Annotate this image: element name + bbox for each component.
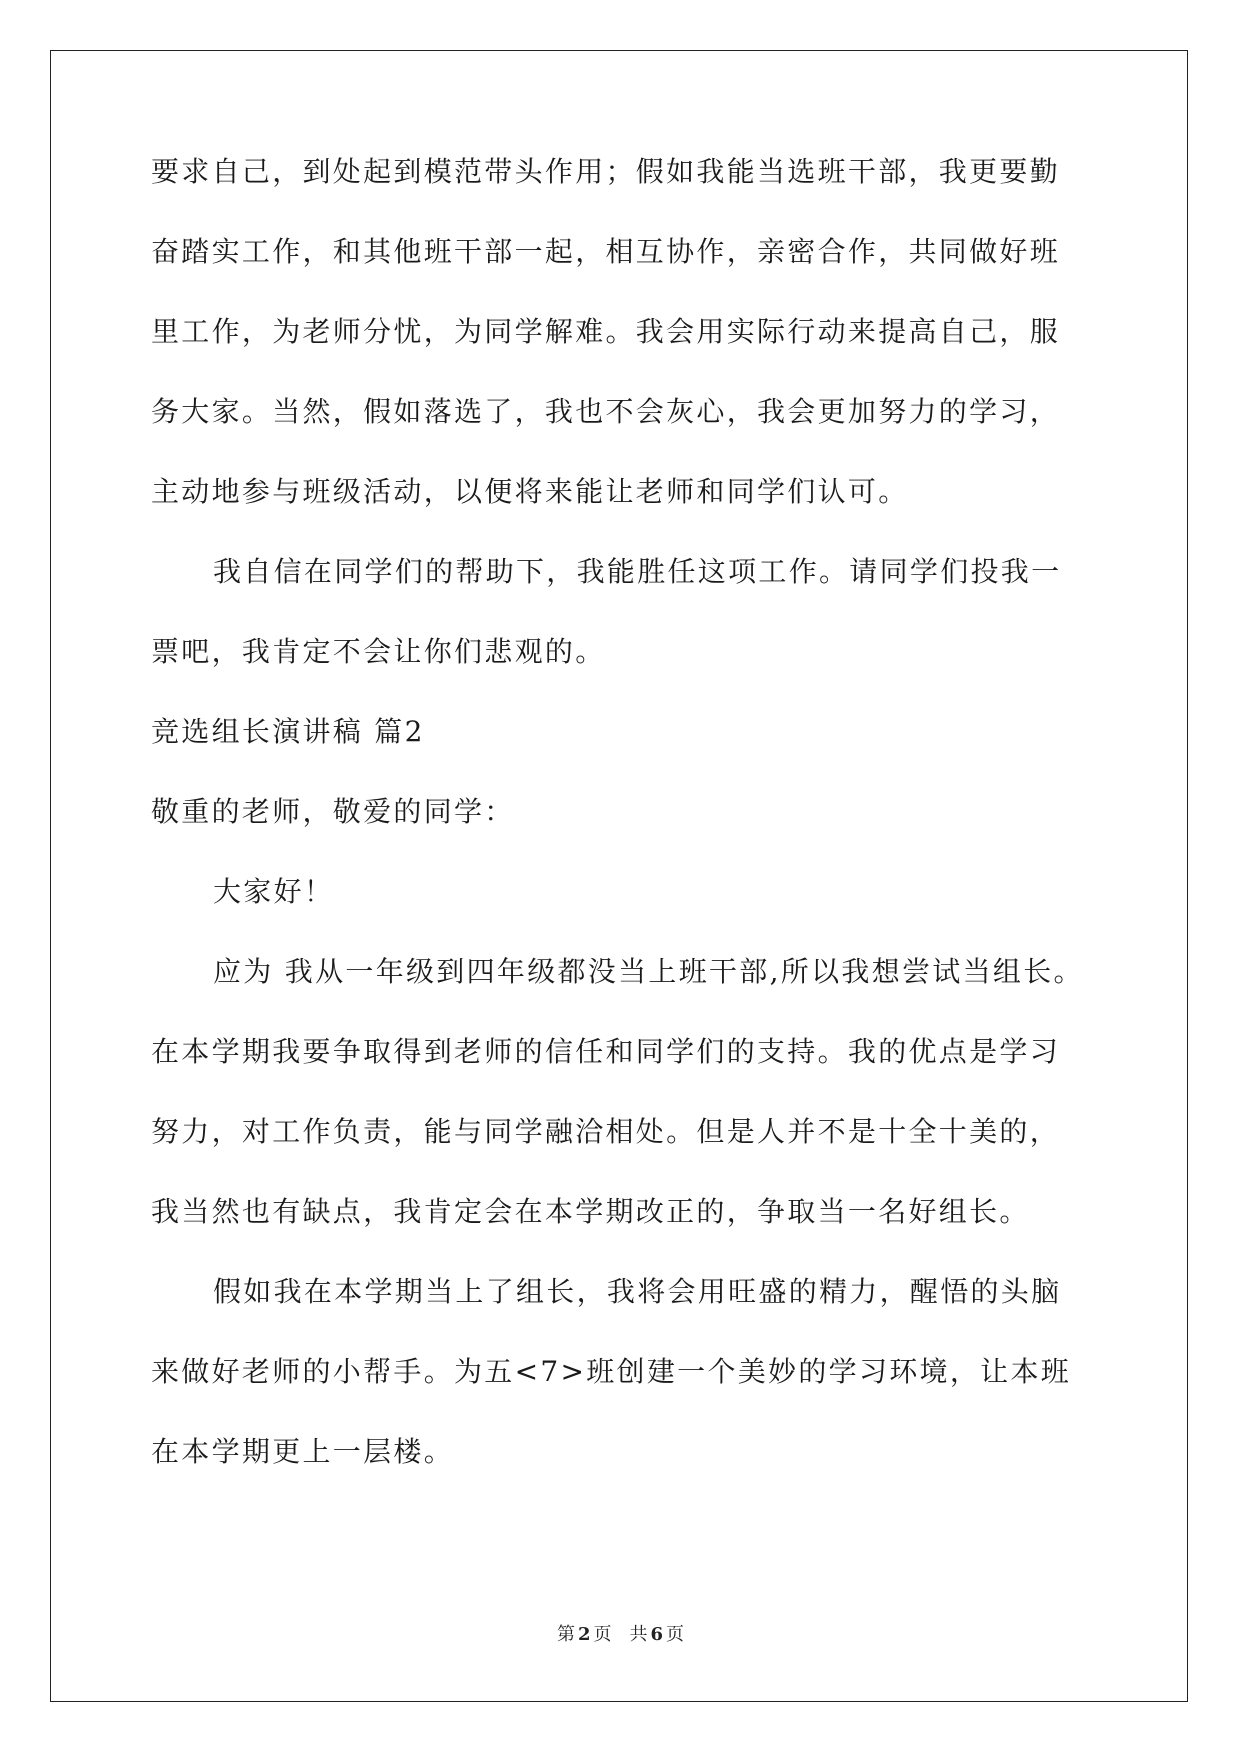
body-line: 假如我在本学期当上了组长，我将会用旺盛的精力，醒悟的头脑 (213, 1275, 1062, 1308)
page-footer (0, 1620, 1241, 1646)
footer-page-total: 6 (650, 1624, 664, 1645)
footer-page-prefix: 第 (556, 1624, 575, 1645)
body-line: 里工作，为老师分忧，为同学解难。我会用实际行动来提高自己，服 (151, 315, 1061, 348)
body-line: 票吧，我肯定不会让你们悲观的。 (151, 635, 606, 668)
body-line: 主动地参与班级活动，以便将来能让老师和同学们认可。 (151, 475, 909, 508)
body-line: 努力，对工作负责，能与同学融洽相处。但是人并不是十全十美的， (151, 1115, 1061, 1148)
greeting: 大家好！ (213, 875, 335, 908)
body-line: 要求自己，到处起到模范带头作用；假如我能当选班干部，我更要勤 (151, 155, 1061, 188)
salutation: 敬重的老师，敬爱的同学： (151, 795, 515, 828)
body-line: 应为 我从一年级到四年级都没当上班干部,所以我想尝试当组长。 (213, 955, 1084, 988)
body-line: 在本学期更上一层楼。 (151, 1435, 455, 1468)
footer-total-prefix: 共 (629, 1624, 648, 1645)
body-line: 来做好老师的小帮手。为五<7>班创建一个美妙的学习环境，让本班 (151, 1355, 1072, 1388)
footer-page-suffix: 页 (593, 1624, 612, 1645)
body-line: 我自信在同学们的帮助下，我能胜任这项工作。请同学们投我一 (213, 555, 1062, 588)
footer-total-suffix: 页 (666, 1624, 685, 1645)
body-line: 务大家。当然，假如落选了，我也不会灰心，我会更加努力的学习， (151, 395, 1061, 428)
body-line: 在本学期我要争取得到老师的信任和同学们的支持。我的优点是学习 (151, 1035, 1061, 1068)
body-line: 我当然也有缺点，我肯定会在本学期改正的，争取当一名好组长。 (151, 1195, 1030, 1228)
body-line: 奋踏实工作，和其他班干部一起，相互协作，亲密合作，共同做好班 (151, 235, 1061, 268)
footer-page-current: 2 (577, 1624, 591, 1645)
section-heading: 竞选组长演讲稿 篇2 (151, 715, 425, 748)
